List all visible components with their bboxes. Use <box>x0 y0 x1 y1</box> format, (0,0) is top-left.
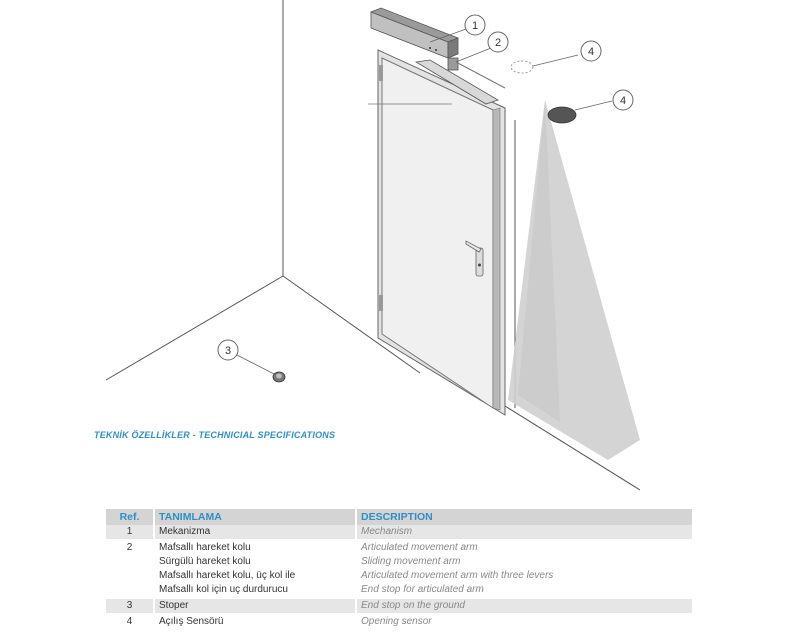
sensor-beam <box>508 100 640 460</box>
spec-title: TEKNİK ÖZELLİKLER - TECHNICIAL SPECIFICATIONS <box>94 430 336 440</box>
svg-text:3: 3 <box>224 345 232 357</box>
door-leaf <box>382 58 493 408</box>
row-description: Articulated movement arm Sliding movement arm Articulated movement arm with three levers End stop for articulated arm <box>356 540 692 598</box>
opening-sensor <box>548 107 576 123</box>
row-tanimlama: Mekanizma <box>154 525 356 540</box>
row-ref: 4 <box>126 616 133 627</box>
header-description: DESCRIPTION <box>356 509 692 525</box>
row-tanimlama: Mafsallı hareket kolu Sürgülü hareket kolu Mafsallı hareket kolu, üç kol ile Mafsallı kol için uç durdurucu <box>154 540 356 598</box>
table-row <box>106 525 692 540</box>
door <box>368 50 505 415</box>
row-description: Opening sensor <box>356 614 692 629</box>
callout-4-upper <box>581 41 601 61</box>
table-row <box>106 540 692 598</box>
row-ref: 1 <box>106 525 154 540</box>
row-description: Mechanism <box>356 525 692 540</box>
row-tanimlama: Stoper <box>154 598 356 614</box>
opening-sensor-outline <box>511 61 533 73</box>
callout-2 <box>488 32 508 52</box>
operator-mechanism <box>371 8 458 58</box>
floor-stopper <box>273 372 285 382</box>
table-row <box>106 614 692 629</box>
header-tanimlama: TANIMLAMA <box>154 509 356 525</box>
callout-4-lower <box>613 90 633 110</box>
callout-3 <box>218 340 238 360</box>
row-tanimlama: Açılış Sensörü <box>154 614 356 629</box>
row-description: End stop on the ground <box>356 598 692 614</box>
spec-table <box>106 509 692 629</box>
table-header <box>106 509 692 525</box>
svg-text:4: 4 <box>619 95 627 107</box>
svg-text:2: 2 <box>494 37 502 49</box>
svg-text:1: 1 <box>471 20 479 32</box>
svg-text:4: 4 <box>587 46 595 58</box>
callout-1 <box>465 15 485 35</box>
table-row <box>106 598 692 614</box>
row-ref: 2 <box>106 540 154 598</box>
header-ref: Ref. <box>106 509 154 525</box>
row-ref: 3 <box>106 598 154 614</box>
